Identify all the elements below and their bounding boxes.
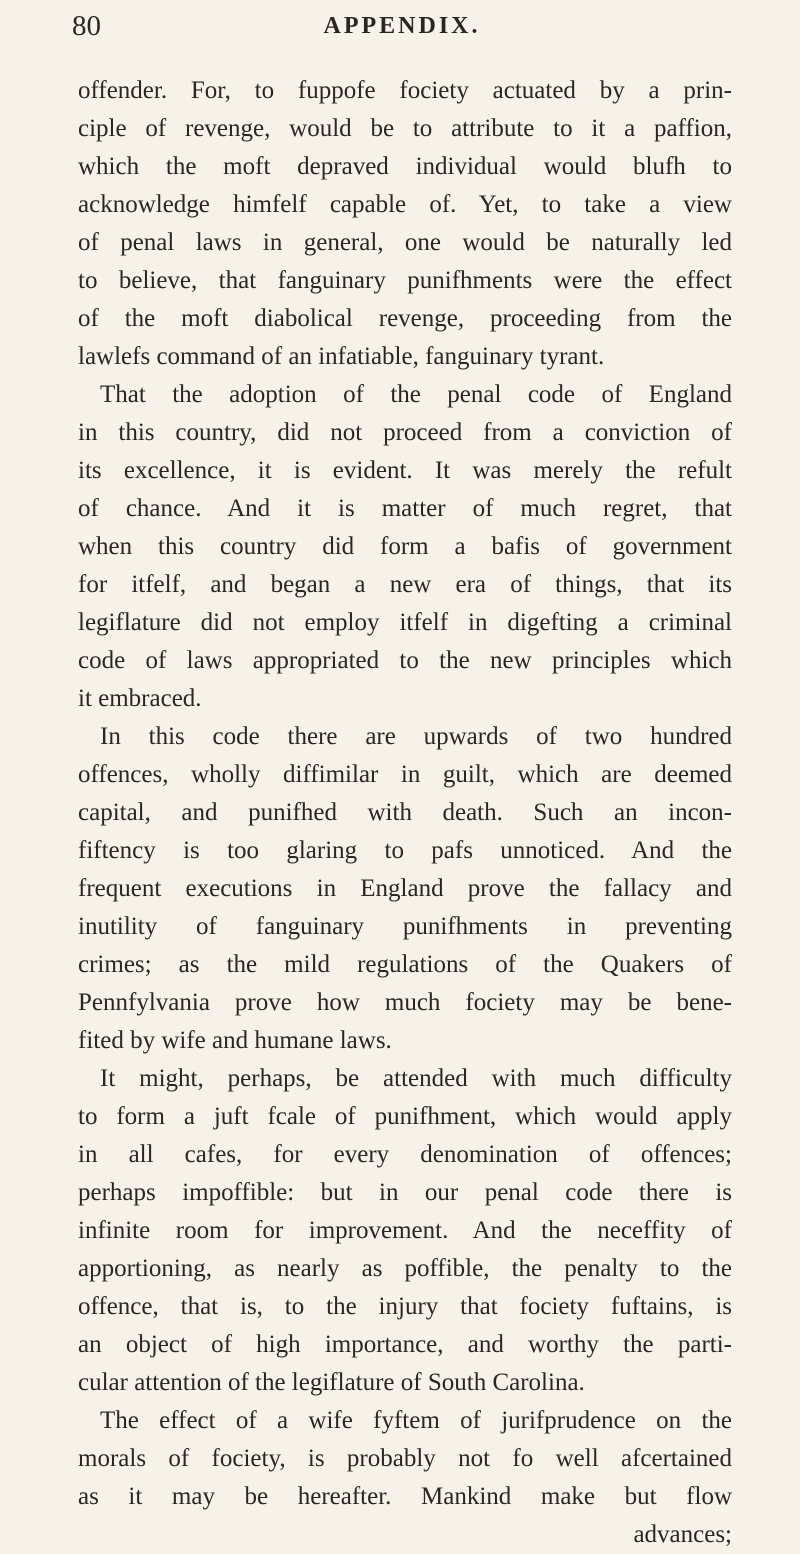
text-line: of chance. And it is matter of much regret, that — [78, 495, 732, 522]
text-line: lawlefs command of an infatiable, fanguinary tyrant. — [78, 343, 605, 370]
text-line: its excellence, it is evident. It was merely the refult — [78, 457, 732, 484]
text-line: which the moft depraved individual would blufh to — [78, 153, 732, 180]
text-line: in all cafes, for every denomination of offences; — [78, 1141, 732, 1168]
text-line: legiflature did not employ itfelf in digefting a criminal — [78, 609, 732, 636]
text-line: in this country, did not proceed from a conviction of — [78, 419, 732, 446]
paragraph-start-line: The effect of a wife fyftem of jurifprudence on the — [100, 1407, 732, 1434]
paragraph-start-line: It might, perhaps, be attended with much difficulty — [100, 1065, 732, 1092]
running-head — [72, 6, 732, 46]
body-text — [78, 72, 732, 1554]
page-number: 80 — [72, 10, 101, 42]
text-line: cular attention of the legiflature of South Carolina. — [78, 1369, 585, 1396]
text-line: offender. For, to fuppofe fociety actuated by a prin- — [78, 77, 732, 104]
text-line: to believe, that fanguinary punifhments were the effect — [78, 267, 732, 294]
text-line: an object of high importance, and worthy the parti- — [78, 1331, 732, 1358]
paragraph-start-line: In this code there are upwards of two hundred — [100, 723, 732, 750]
text-line: when this country did form a bafis of government — [78, 533, 732, 560]
text-line: fiftency is too glaring to pafs unnoticed. And the — [78, 837, 732, 864]
text-line: morals of fociety, is probably not fo well afcertained — [78, 1445, 732, 1472]
text-line: inutility of fanguinary punifhments in preventing — [78, 913, 732, 940]
text-line: offences, wholly diffimilar in guilt, which are deemed — [78, 761, 732, 788]
text-line: infinite room for improvement. And the neceffity of — [78, 1217, 732, 1244]
catchword-line: advances; — [633, 1521, 732, 1548]
text-line: of the moft diabolical revenge, proceeding from the — [78, 305, 732, 332]
text-line: for itfelf, and began a new era of things, that its — [78, 571, 732, 598]
text-line: offence, that is, to the injury that fociety fuftains, is — [78, 1293, 732, 1320]
text-line: acknowledge himfelf capable of. Yet, to take a view — [78, 191, 732, 218]
text-line: code of laws appropriated to the new principles which — [78, 647, 732, 674]
text-line: Pennfylvania prove how much fociety may be bene- — [78, 989, 732, 1016]
text-line: it embraced. — [78, 685, 202, 712]
text-line: frequent executions in England prove the fallacy and — [78, 875, 732, 902]
text-line: capital, and punifhed with death. Such an incon- — [78, 799, 732, 826]
running-head-title: APPENDIX. — [323, 13, 481, 39]
text-line: ciple of revenge, would be to attribute to it a paffion, — [78, 115, 732, 142]
text-line: of penal laws in general, one would be naturally led — [78, 229, 732, 256]
paragraph-start-line: That the adoption of the penal code of England — [100, 381, 732, 408]
text-line: to form a juft fcale of punifhment, which would apply — [78, 1103, 732, 1130]
text-line: perhaps impoffible: but in our penal code there is — [78, 1179, 732, 1206]
text-line: fited by wife and humane laws. — [78, 1027, 392, 1054]
text-line: crimes; as the mild regulations of the Quakers of — [78, 951, 732, 978]
text-line: as it may be hereafter. Mankind make but flow — [78, 1483, 732, 1510]
text-line: apportioning, as nearly as poffible, the penalty to the — [78, 1255, 732, 1282]
